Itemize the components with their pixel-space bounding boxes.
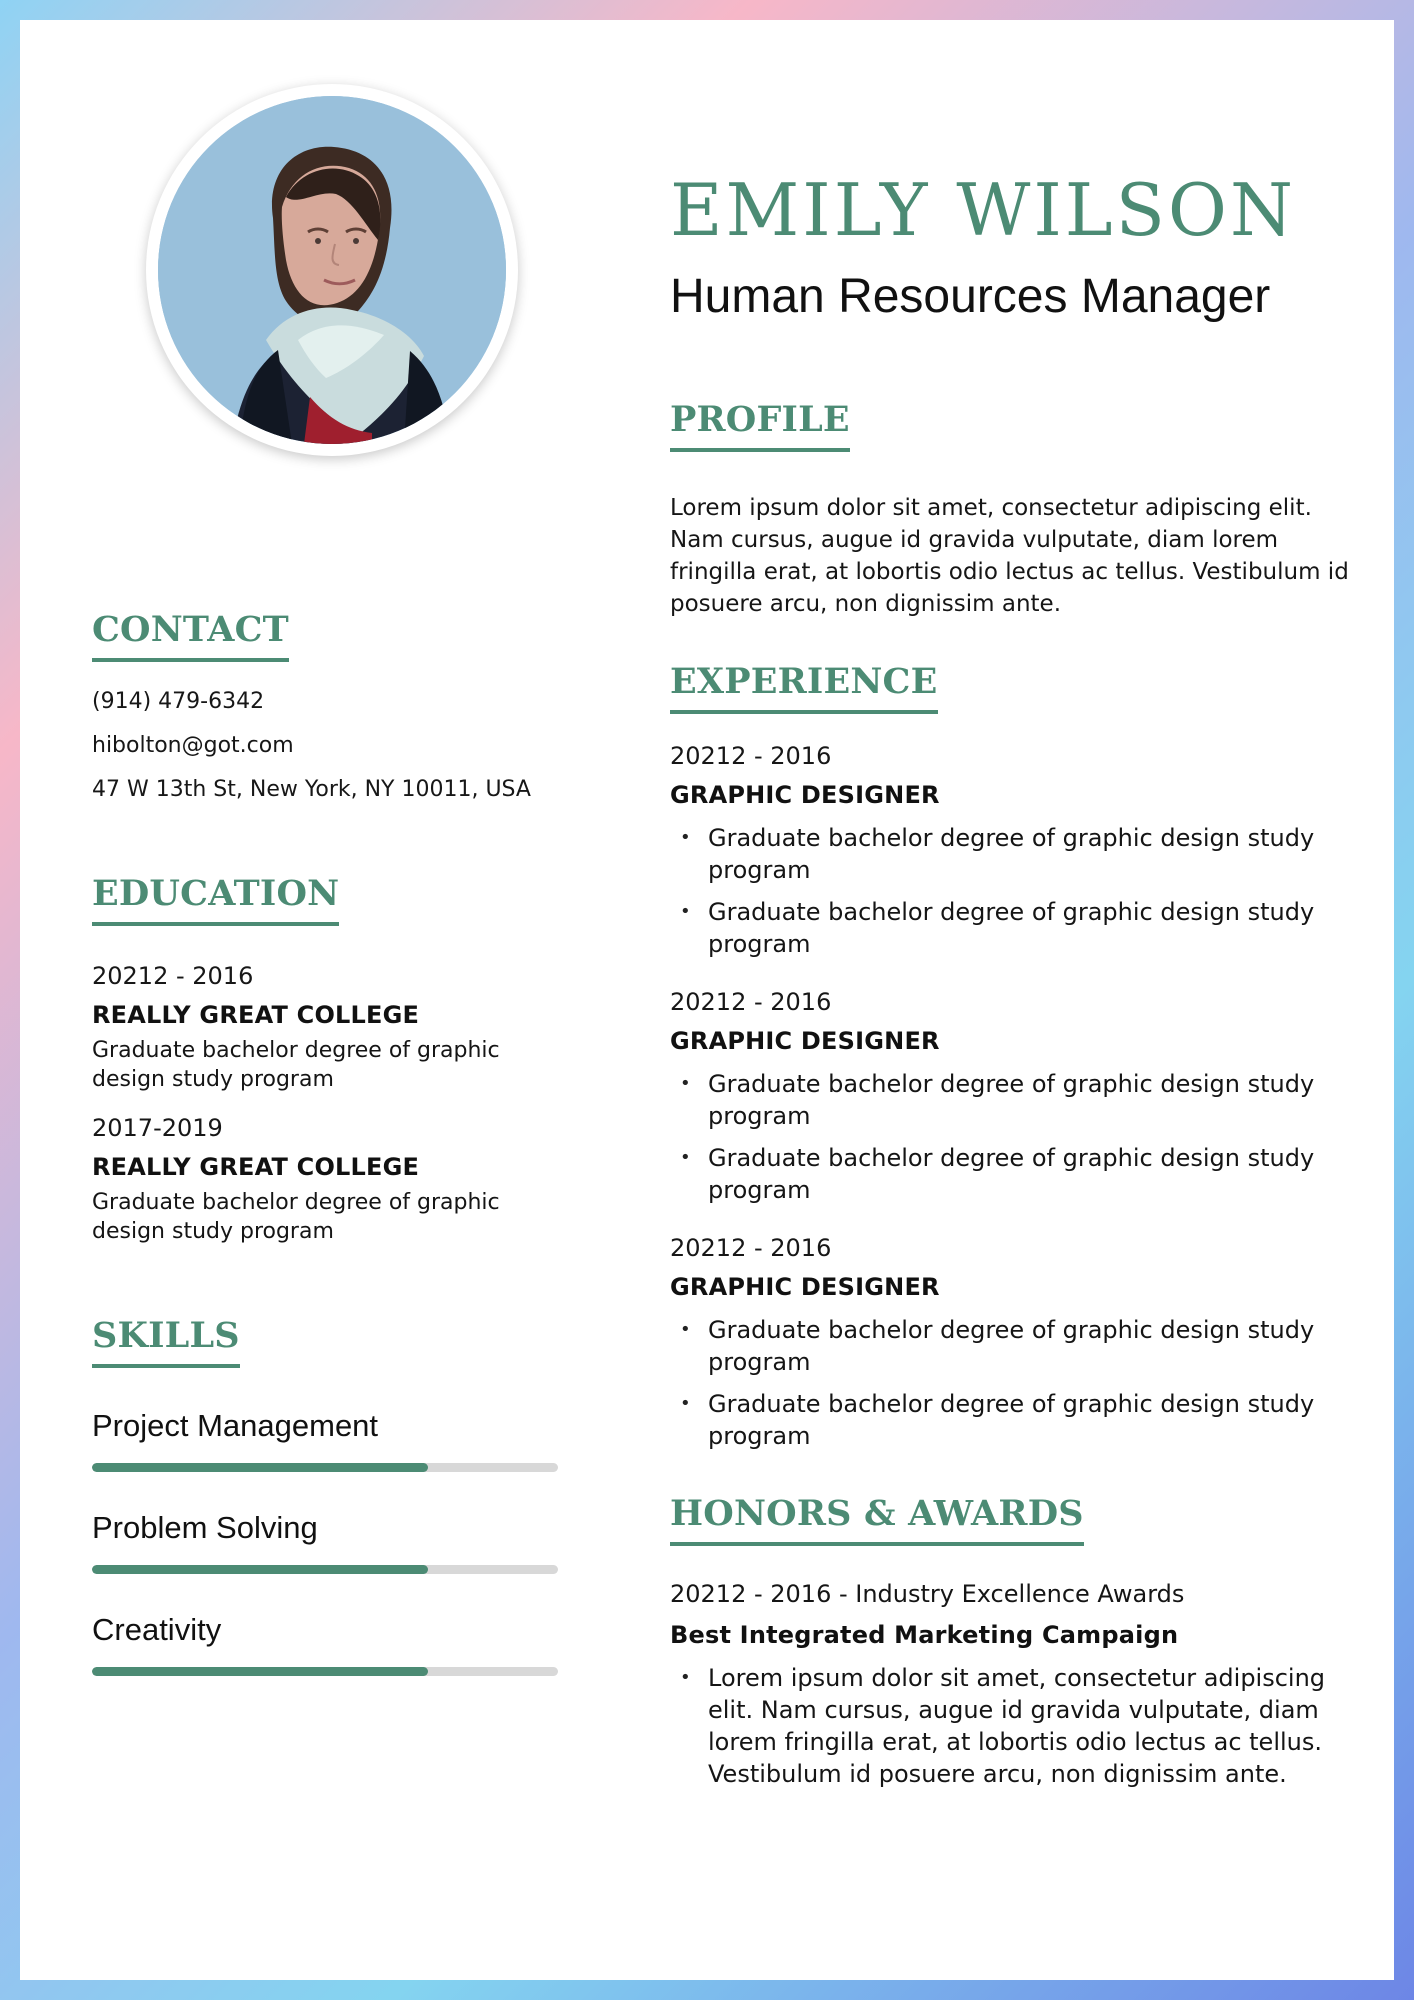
- experience-date: 20212 - 2016: [670, 742, 832, 770]
- education-item: [92, 960, 572, 1094]
- main-column: [670, 170, 1366, 1790]
- experience-title: GRAPHIC DESIGNER: [670, 781, 940, 809]
- experience-date: 20212 - 2016: [670, 988, 832, 1016]
- experience-list: [670, 740, 1366, 1452]
- experience-bullet: • Graduate bachelor degree of graphic design study program: [670, 1142, 1366, 1206]
- contact-address: 47 W 13th St, New York, NY 10011, USA: [92, 777, 531, 802]
- skills-list: [92, 1406, 572, 1676]
- skill-item: [92, 1508, 572, 1574]
- award-title: Best Integrated Marketing Campaign: [670, 1621, 1179, 1649]
- profile-photo: [158, 96, 506, 444]
- contact-section: [92, 610, 572, 812]
- award-bullet: • Lorem ipsum dolor sit amet, consectetur adipiscing elit. Nam cursus, augue id gravida vulputate, diam lorem fringilla erat, at lobortis odio lectus ac tellus. Vestibulum id posuere arcu, non dignissim ante.: [670, 1662, 1366, 1790]
- experience-item: [670, 740, 1366, 960]
- experience-bullet: • Graduate bachelor degree of graphic design study program: [670, 1314, 1366, 1378]
- education-date: 2017-2019: [92, 1114, 223, 1142]
- contact-heading: CONTACT: [92, 610, 289, 662]
- skills-section: [92, 1316, 572, 1676]
- profile-text: Lorem ipsum dolor sit amet, consectetur adipiscing elit. Nam cursus, augue id gravida vulputate, diam lorem fringilla erat, at lobortis odio lectus ac tellus. Vestibulum id posuere arcu, non dignissim ante.: [670, 495, 1349, 617]
- award-separator: -: [831, 1580, 856, 1608]
- education-heading: EDUCATION: [92, 874, 339, 926]
- education-school: REALLY GREAT COLLEGE: [92, 1001, 420, 1029]
- skill-progress-fill: [92, 1463, 428, 1472]
- experience-date: 20212 - 2016: [670, 1234, 832, 1262]
- sidebar-column: [92, 610, 572, 1676]
- skill-progress-track: [92, 1463, 558, 1472]
- education-section: [92, 874, 572, 1246]
- education-item: [92, 1112, 572, 1246]
- profile-photo-illustration: [158, 96, 506, 444]
- experience-title: GRAPHIC DESIGNER: [670, 1273, 940, 1301]
- experience-item: [670, 986, 1366, 1206]
- experience-bullet: • Graduate bachelor degree of graphic design study program: [670, 1068, 1366, 1132]
- contact-phone: (914) 479-6342: [92, 689, 265, 714]
- skill-item: [92, 1406, 572, 1472]
- experience-heading: EXPERIENCE: [670, 662, 938, 714]
- skill-progress-fill: [92, 1667, 428, 1676]
- skill-label: Creativity: [92, 1612, 222, 1647]
- experience-bullet: • Graduate bachelor degree of graphic design study program: [670, 1388, 1366, 1452]
- contact-email: hibolton@got.com: [92, 733, 294, 758]
- skill-label: Project Management: [92, 1408, 379, 1443]
- experience-bullet: • Graduate bachelor degree of graphic design study program: [670, 822, 1366, 886]
- education-description: Graduate bachelor degree of graphic design study program: [92, 1190, 500, 1244]
- award-item: [670, 1578, 1366, 1790]
- experience-bullet: • Graduate bachelor degree of graphic design study program: [670, 896, 1366, 960]
- profile-heading: PROFILE: [670, 400, 850, 452]
- job-title: Human Resources Manager: [670, 270, 1271, 323]
- skills-heading: SKILLS: [92, 1316, 240, 1368]
- experience-item: [670, 1232, 1366, 1452]
- skill-progress-track: [92, 1565, 558, 1574]
- resume-page: [20, 20, 1394, 1980]
- skill-progress-track: [92, 1667, 558, 1676]
- award-line: [670, 1578, 1366, 1610]
- skill-progress-fill: [92, 1565, 428, 1574]
- experience-title: GRAPHIC DESIGNER: [670, 1027, 940, 1055]
- profile-photo-frame: [146, 84, 518, 456]
- award-name: Industry Excellence Awards: [855, 1580, 1185, 1608]
- candidate-name: EMILY WILSON: [670, 168, 1296, 252]
- skill-item: [92, 1610, 572, 1676]
- award-date: 20212 - 2016: [670, 1580, 832, 1608]
- education-description: Graduate bachelor degree of graphic design study program: [92, 1038, 500, 1092]
- education-school: REALLY GREAT COLLEGE: [92, 1153, 420, 1181]
- awards-heading: HONORS & AWARDS: [670, 1494, 1084, 1546]
- skill-label: Problem Solving: [92, 1510, 318, 1545]
- education-date: 20212 - 2016: [92, 962, 254, 990]
